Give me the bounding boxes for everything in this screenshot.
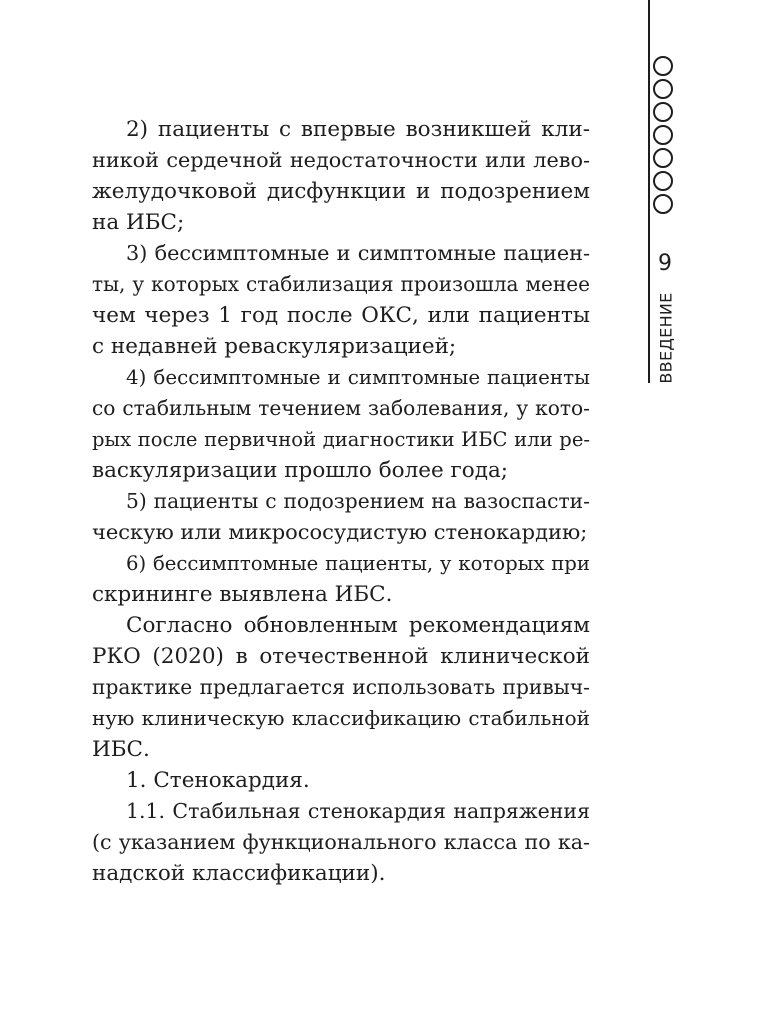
text-line: 6) бессимптомные пациенты, у которых при <box>126 552 590 575</box>
chapter-marker-circle <box>653 102 673 122</box>
text-line: 1. Стенокардия. <box>126 768 310 793</box>
chapter-marker-circles <box>650 56 680 217</box>
text-line: надской классификации). <box>92 861 386 886</box>
text-line: ную клиническую классификацию стабильной <box>92 706 590 730</box>
text-line: чем через 1 год после ОКС, или пациенты <box>92 303 590 328</box>
text-line: РКО (2020) в отечественной клинической <box>92 644 590 669</box>
text-line: рых после первичной диагностики ИБС или ре- <box>92 428 590 451</box>
body-text <box>92 114 590 889</box>
chapter-marker-circle <box>653 171 673 191</box>
chapter-marker-circle <box>653 194 673 214</box>
text-line: со стабильным течением заболевания, у кото- <box>92 396 590 420</box>
text-line: практике предлагается использовать привыч- <box>92 675 590 699</box>
page-number: 9 <box>658 251 672 276</box>
text-line: желудочковой дисфункции и подозрением <box>92 179 590 204</box>
text-line: скрининге выявлена ИБС. <box>92 582 393 607</box>
chapter-marker-circle <box>653 56 673 76</box>
text-line: васкуляризации прошло более года; <box>92 458 509 483</box>
text-line: Согласно обновленным рекомендациям <box>126 613 590 638</box>
text-line: (с указанием функционального класса по ка- <box>92 830 590 854</box>
text-line: с недавней реваскуляризацией; <box>92 334 457 359</box>
chapter-marker-circle <box>653 79 673 99</box>
text-line: 5) пациенты с подозрением на вазоспасти- <box>126 489 590 513</box>
text-line: 4) бессимптомные и симптомные пациенты <box>126 366 590 389</box>
text-line: ты, у которых стабилизация произошла менее <box>92 272 590 296</box>
text-line: никой сердечной недостаточности или лево- <box>92 148 590 172</box>
chapter-marker-circle <box>653 125 673 145</box>
chapter-marker-circle <box>653 148 673 168</box>
text-line: ИБС. <box>92 737 150 762</box>
text-line: на ИБС; <box>92 210 185 235</box>
text-line: 3) бессимптомные и симптомные пациен- <box>126 241 590 265</box>
section-label: ВВЕДЕНИЕ <box>656 292 676 384</box>
text-line: 2) пациенты с впервые возникшей кли- <box>126 117 590 142</box>
text-line: 1.1. Стабильная стенокардия напряжения <box>126 799 590 823</box>
text-line: ческую или микрососудистую стенокардию; <box>92 520 588 544</box>
